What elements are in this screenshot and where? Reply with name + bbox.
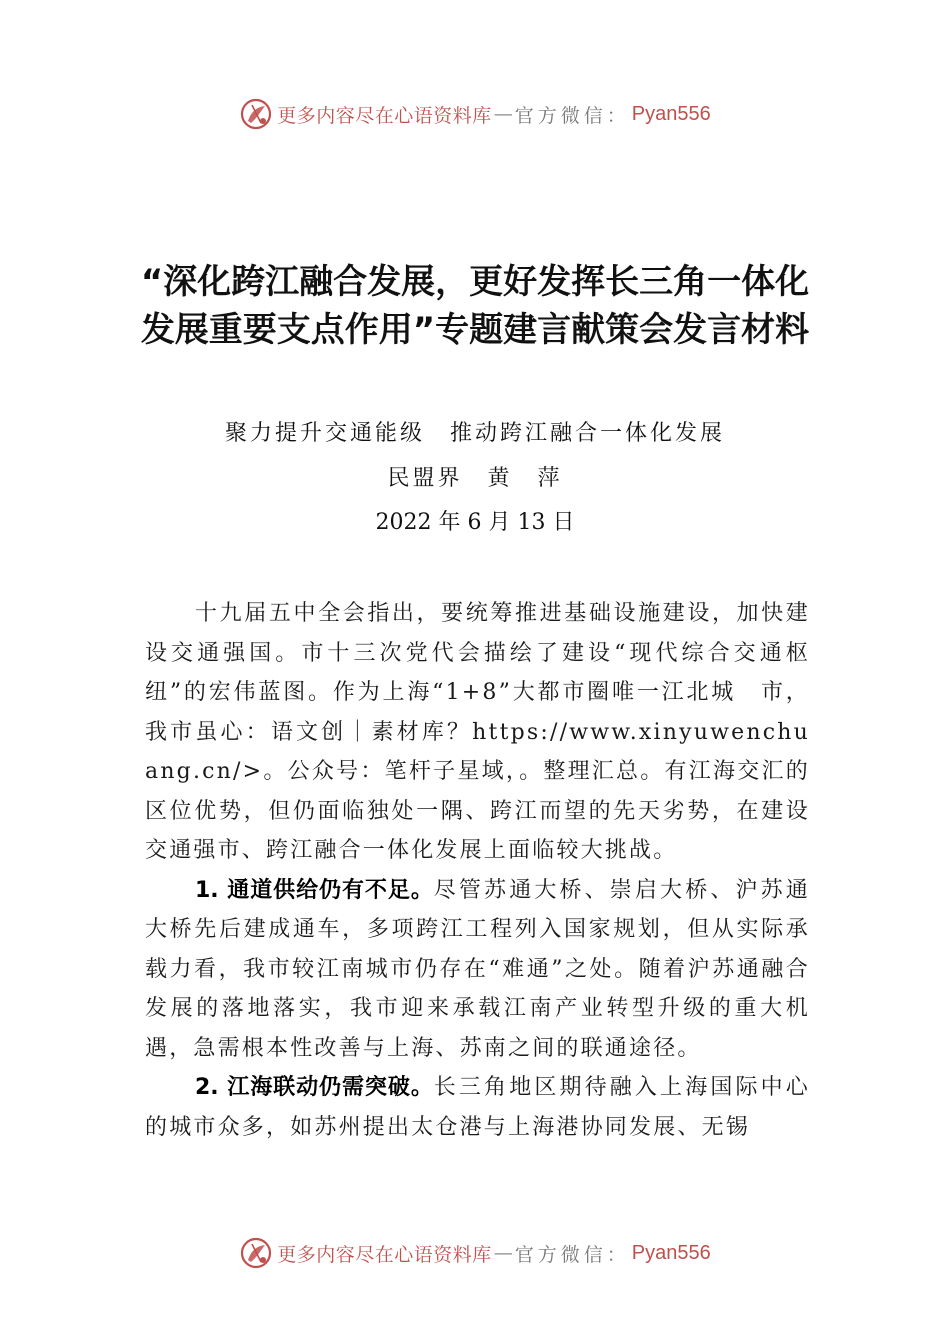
document-title: “深化跨江融合发展，更好发挥长三角一体化发展重要支点作用”专题建言献策会发言材料 [140,262,810,350]
item-text-1: 尽管苏通大桥、崇启大桥、沪苏通大桥先后建成通车，多项跨江工程列入国家规划，但从实际承载力看，我市较江南城市仍存在“难通”之处。随着沪苏通融合发展的落地落实，我市迎来承载江南产业转型升级的重大机遇，急需根本性改善与上海、苏南之间的联通途径。 [145,877,810,1061]
ribbon-seal-icon [239,97,273,131]
watermark-label: 官方微信： [514,104,630,127]
watermark-wechat-id: Pyan556 [631,1241,711,1264]
watermark-text: 更多内容尽在心语资料库 [277,104,492,127]
item-heading-2: 2. 江海联动仍需突破。 [195,1075,434,1100]
watermark-label: 官方微信： [514,1243,630,1266]
intro-paragraph: 十九届五中全会指出，要统筹推进基础设施建设，加快建设交通强国。市十三次党代会描绘了建设“现代综合交通枢纽”的宏伟蓝图。作为上海“1+8”大都市圈唯一江北城 市，我市虽心：语文创｜素材库？https://www.xinyuwenchuang.cn/>。公众号：笔杆子星域，。整理汇总。有江海交汇的区位优势，但仍面临独处一隅、跨江而望的先天劣势，在建设交通强市、跨江融合一体化发展上面临较大挑战。 [145,601,810,863]
item-paragraph-2 [145,1068,810,1147]
watermark-header [0,92,950,136]
document-subtitle: 聚力提升交通能级 推动跨江融合一体化发展 [224,421,725,446]
document-author: 民盟界 黄 萍 [387,466,563,491]
ribbon-seal-icon [239,1236,273,1270]
watermark-wechat-id: Pyan556 [631,102,711,125]
item-text-2: 长三角地区期待融入上海国际中心的城市众多，如苏州提出太仓港与上海港协同发展、无锡 [145,1075,810,1140]
item-paragraph-1 [145,871,810,1069]
watermark-footer [0,1231,950,1275]
item-heading-1: 1. 通道供给仍有不足。 [195,877,434,903]
watermark-text: 更多内容尽在心语资料库 [277,1243,492,1266]
document-date: 2022 年 6 月 13 日 [375,510,575,535]
watermark-separator: — [493,1242,513,1264]
document-body [145,594,810,1147]
watermark-separator: — [493,103,513,125]
